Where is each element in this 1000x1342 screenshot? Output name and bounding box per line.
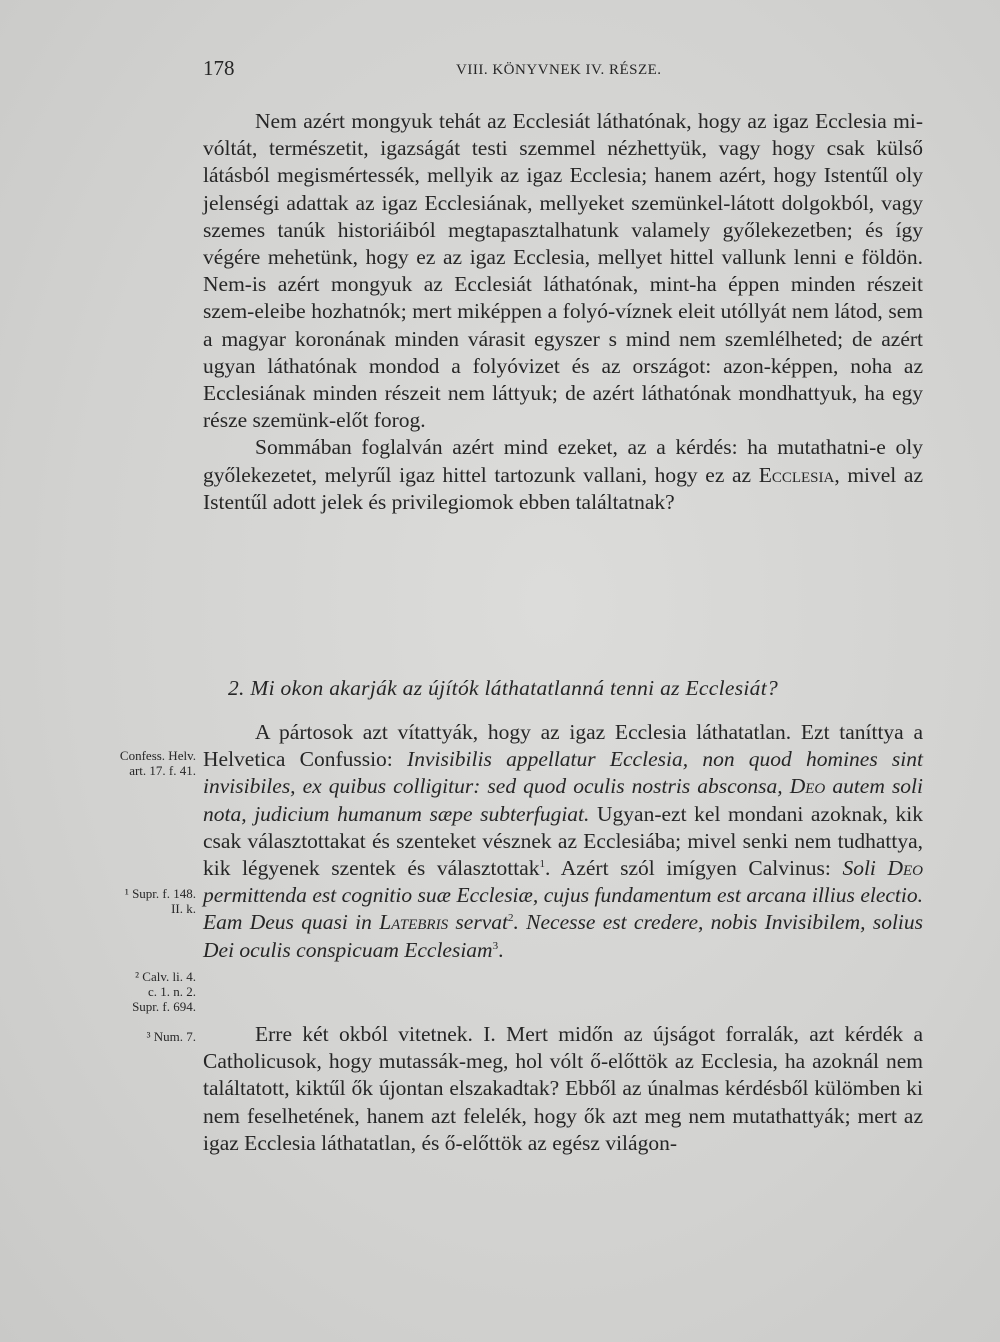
paragraph-3 [203, 719, 923, 964]
margin-note-calv [84, 969, 196, 1014]
p3-text-3: . Azért szól imígyen Calvinus: [545, 856, 843, 881]
margin-note-line: Confess. Helv. [119, 748, 196, 763]
page-number: 178 [203, 56, 235, 80]
margin-note-supr-148 [84, 886, 196, 916]
paragraph-4: Erre két okból vitetnek. I. Mert midőn az újságot forralák, azt kérdék a Catholicusok, hogy mutassák-meg, hol vólt ő-előttök az Ecclesia, ha azoknál nem találtatott, kiktűl ők újontan elszakadtak? Ebből az únalmas kérdésből külömben ki nem feselhetének, hanem azt felelék, hogy ők azt meg nem mutathattyák; mert az igaz Ecclesia láthatatlan, és ő-előttök az egész világon- [203, 1022, 923, 1155]
footnote-ref-2: 2 [507, 912, 514, 925]
paragraph-2-text-b: , mivel az Istentűl adott jelek és privilegiomok ebben találtatnak? [203, 462, 923, 514]
p3-latin-1: Invisibilis appellatur Ecclesia, non quod homines sint invisibiles, ex quibus colligitur: sed quod oculis nostris absconsa, [203, 747, 923, 799]
running-head: VIII. KÖNYVNEK IV. RÉSZE. [456, 62, 662, 78]
page-header [203, 52, 923, 82]
paragraph-2-text-a: Sommában foglalván azért mind ezeket, az a kérdés: ha mutathatni-e oly győlekezetet, melyrűl igaz hittel tartozunk vallani, hogy ez az [203, 435, 923, 487]
margin-note-line: II. k. [171, 901, 196, 916]
paragraph-2 [203, 434, 923, 516]
paragraph-1: Nem azért mongyuk tehát az Ecclesiát láthatónak, hogy az igaz Ecclesia mi-vóltát, természetit, igazságát testi szemmel nézhettyük, vagy hogy csak külső látásból megismértessék, mellyik az igaz Ecclesia; hanem azért, hogy Istentűl oly jelenségi adattak az igaz Ecclesiának, mellyeket szemünkel-látott dolgokból, vagy szemes tanúk historiáiból megtapasztalhatunk valamely győlekezetben; és így végére mehetünk, hogy ez az igaz Ecclesia, mellyet hittel vallunk lenni e földön. Nem-is azért mongyuk az Ecclesiát láthatónak, mint-ha éppen minden részeit szem-eleibe hozhatnók; mert miképpen a folyó-víznek eleit utóllyát nem látod, sem a magyar koronának minden várasit egyszer s mind nem szemlélheted; de azért ugyan láthatónak mondod a folyóvizet és az országot: azon-képpen, noha az Ecclesiának minden részeit nem láttyuk; de azért láthatónak mondhattyuk, ha egy része szemünk-előt forog. [203, 109, 923, 433]
footnote-ref-1: 1 [539, 857, 546, 870]
p3-latin-deo-2: Deo [887, 856, 924, 881]
p3-latin-4: permittenda est cognitio suæ Ecclesiæ, cujus fundamentum est arcana illius electio. Eam Deus quasi in [203, 883, 923, 935]
margin-note-line: art. 17. f. 41. [129, 763, 196, 778]
text-block-bottom [203, 1021, 923, 1157]
p3-text-2: Ugyan-ezt kel mondani azoknak, kik csak választottakat és szenteket vésznek az Ecclesiába; mivel senki nem tudhattya, kik légyenek szentek és választottak [203, 801, 923, 881]
p3-latin-3: Soli [842, 856, 888, 881]
margin-note-line: ³ Num. 7. [146, 1029, 196, 1044]
p3-latin-5: servat [448, 910, 508, 935]
margin-note-confess-helv [84, 748, 196, 778]
section-heading: 2. Mi okon akarják az újítók láthatatlanná tenni az Ecclesiát? [228, 676, 779, 700]
margin-note-line: c. 1. n. 2. [147, 984, 196, 999]
margin-note-line: Supr. f. 694. [132, 999, 196, 1014]
margin-note-num [84, 1029, 196, 1044]
p3-latin-2: autem soli nota, judicium humanum sæpe subterfugiat. [203, 774, 924, 826]
p3-latin-deo-1: Deo [789, 774, 826, 799]
p3-text-4: . [498, 937, 504, 962]
paragraph-2-smallcaps: Ecclesia [758, 462, 835, 487]
margin-note-line: ² Calv. li. 4. [135, 969, 196, 984]
p3-latin-latebris: Latebris [379, 910, 449, 935]
margin-note-line: ¹ Supr. f. 148. [124, 886, 196, 901]
p3-latin-6: . Necesse est credere, nobis Invisibilem, solius Dei oculis conspicuam Ecclesiam [203, 910, 924, 962]
footnote-ref-3: 3 [492, 939, 499, 952]
text-block-upper [203, 108, 923, 516]
p3-text-1: A pártosok azt vítattyák, hogy az igaz Ecclesia láthatatlan. Ezt taníttya a Helvetica Confussio: [203, 720, 923, 772]
text-block-lower [203, 719, 923, 964]
